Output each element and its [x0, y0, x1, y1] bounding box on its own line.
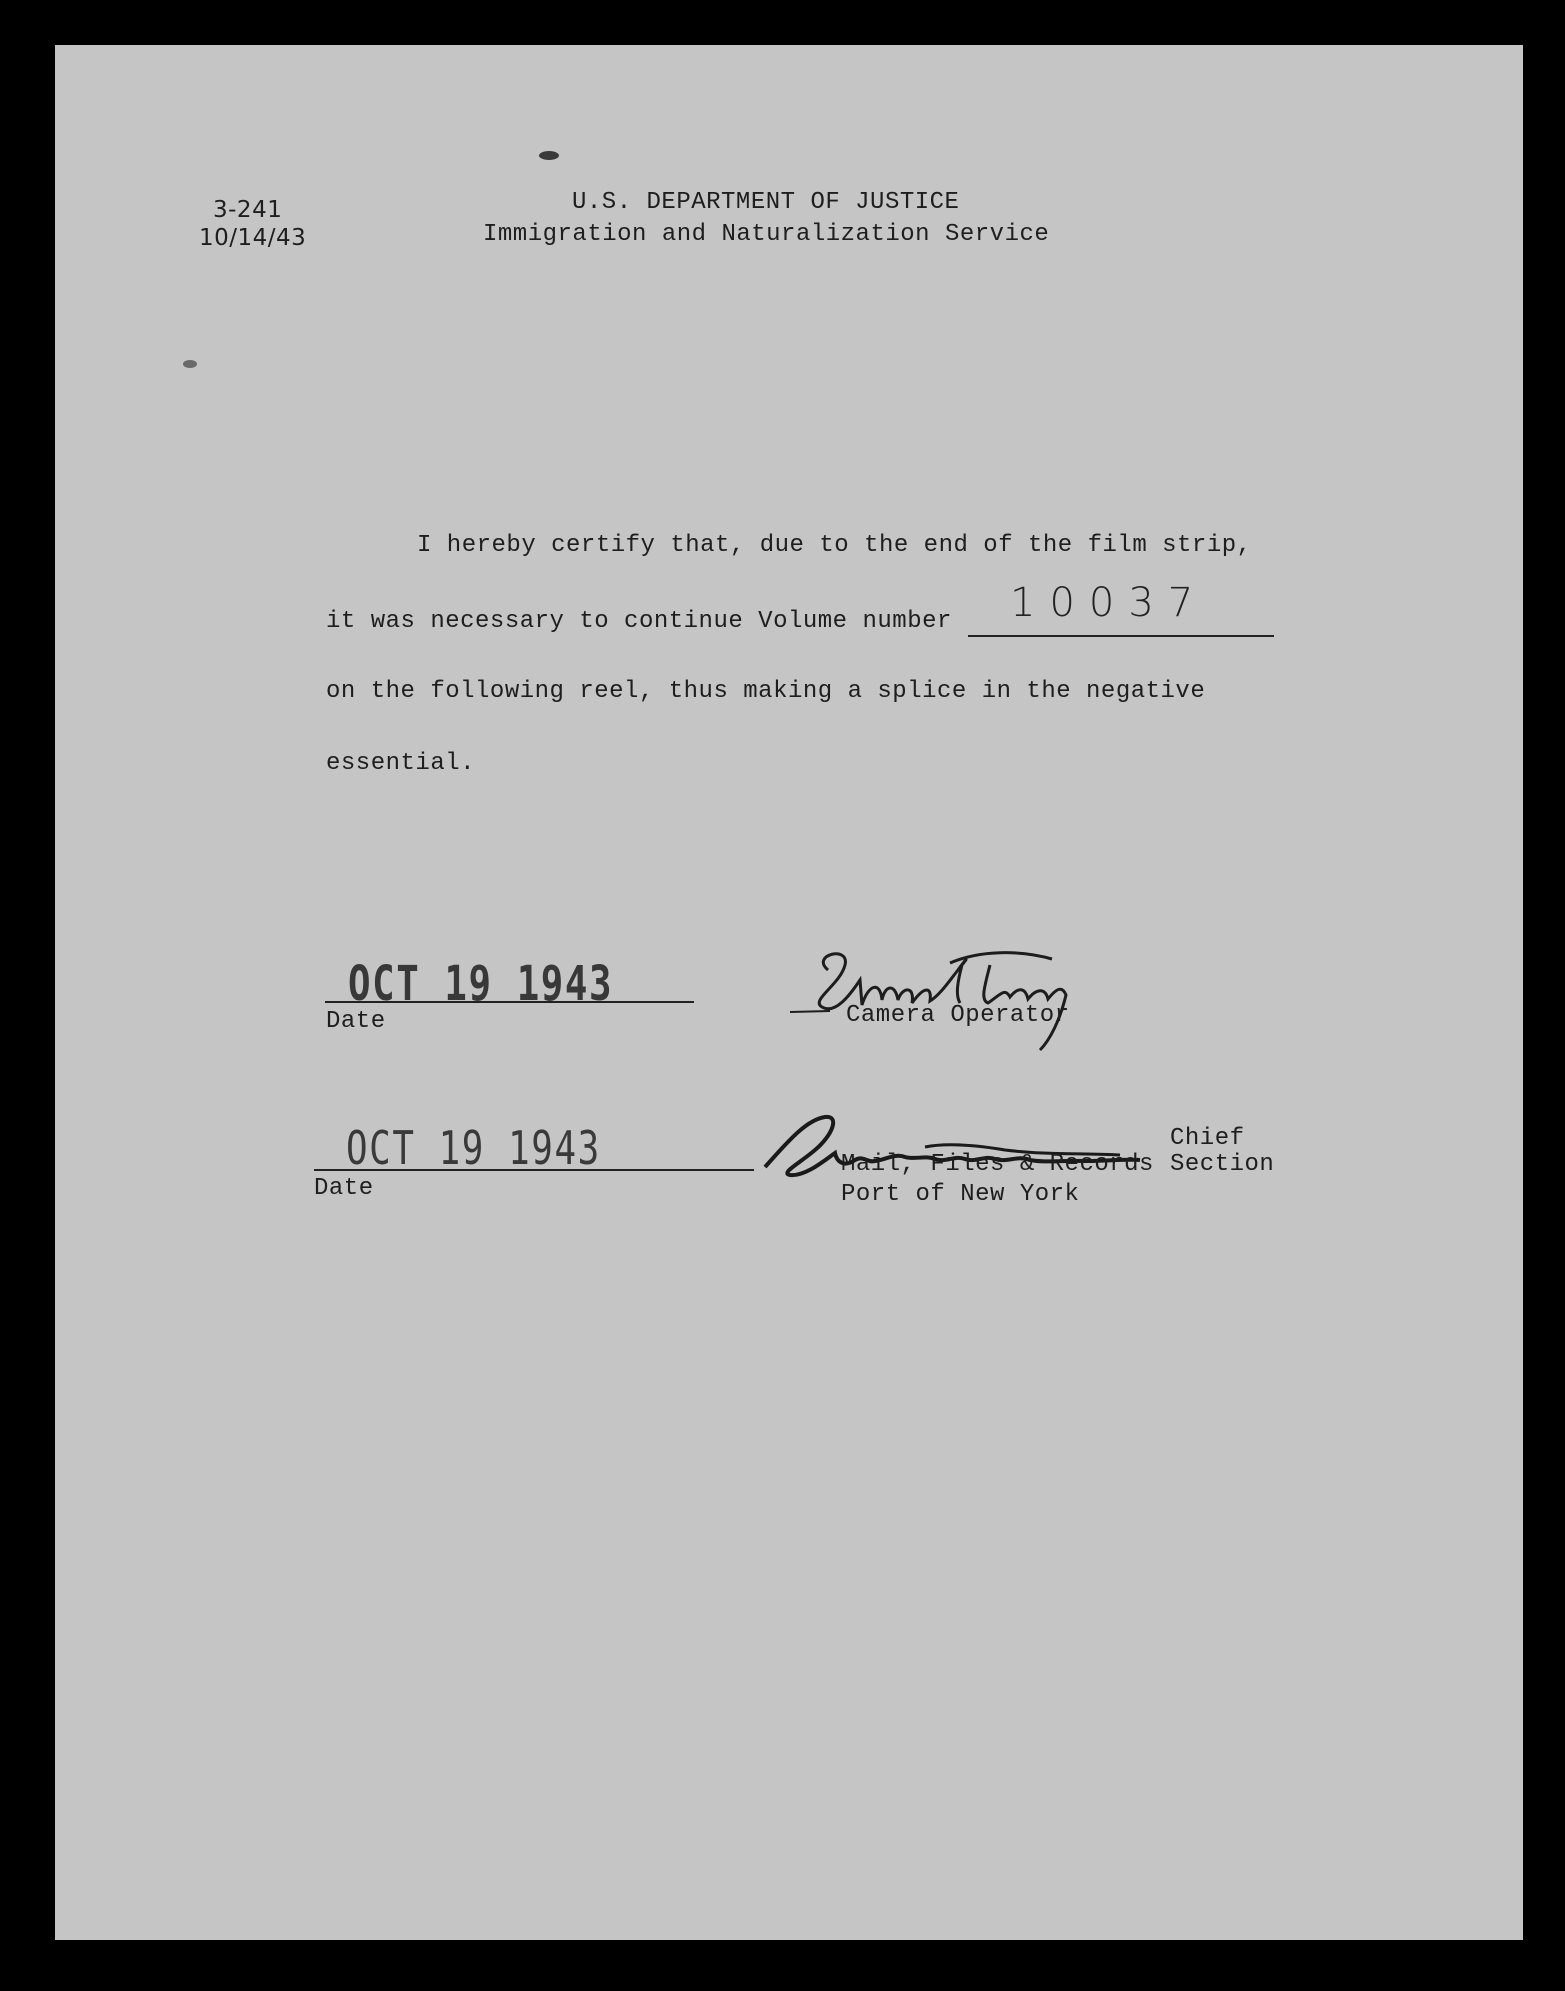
certification-line-1: I hereby certify that, due to the end of the film strip,: [417, 532, 1252, 559]
date-label-chief: Date: [314, 1175, 374, 1202]
department-heading: U.S. DEPARTMENT OF JUSTICE: [572, 189, 960, 216]
volume-number-underline: [968, 635, 1274, 637]
date-line-camera: [325, 1001, 694, 1003]
form-number: 3-241: [213, 197, 283, 223]
certification-line-4: essential.: [326, 750, 476, 777]
ink-speck: [183, 360, 197, 368]
camera-operator-signature: [790, 925, 1090, 1055]
ink-speck: [539, 151, 559, 160]
certification-line-3: on the following reel, thus making a splice in the negative: [326, 678, 1206, 705]
mail-files-records-label: Mail, Files & Records: [841, 1151, 1154, 1178]
document-page: [55, 45, 1523, 1940]
certification-line-2: it was necessary to continue Volume number: [326, 608, 952, 635]
date-stamp-chief: OCT 19 1943: [346, 1121, 601, 1175]
form-revision-date: 10/14/43: [199, 225, 307, 251]
section-label: Section: [1170, 1151, 1275, 1178]
date-line-chief: [314, 1169, 754, 1171]
port-of-new-york-label: Port of New York: [841, 1181, 1080, 1208]
date-stamp-camera: OCT 19 1943: [348, 956, 614, 1012]
volume-number-handwritten: 10037: [1010, 580, 1208, 626]
service-heading: Immigration and Naturalization Service: [483, 221, 1050, 248]
camera-operator-label: Camera Operator: [846, 1002, 1070, 1029]
chief-label: Chief: [1170, 1125, 1245, 1152]
date-label-camera: Date: [326, 1008, 386, 1035]
